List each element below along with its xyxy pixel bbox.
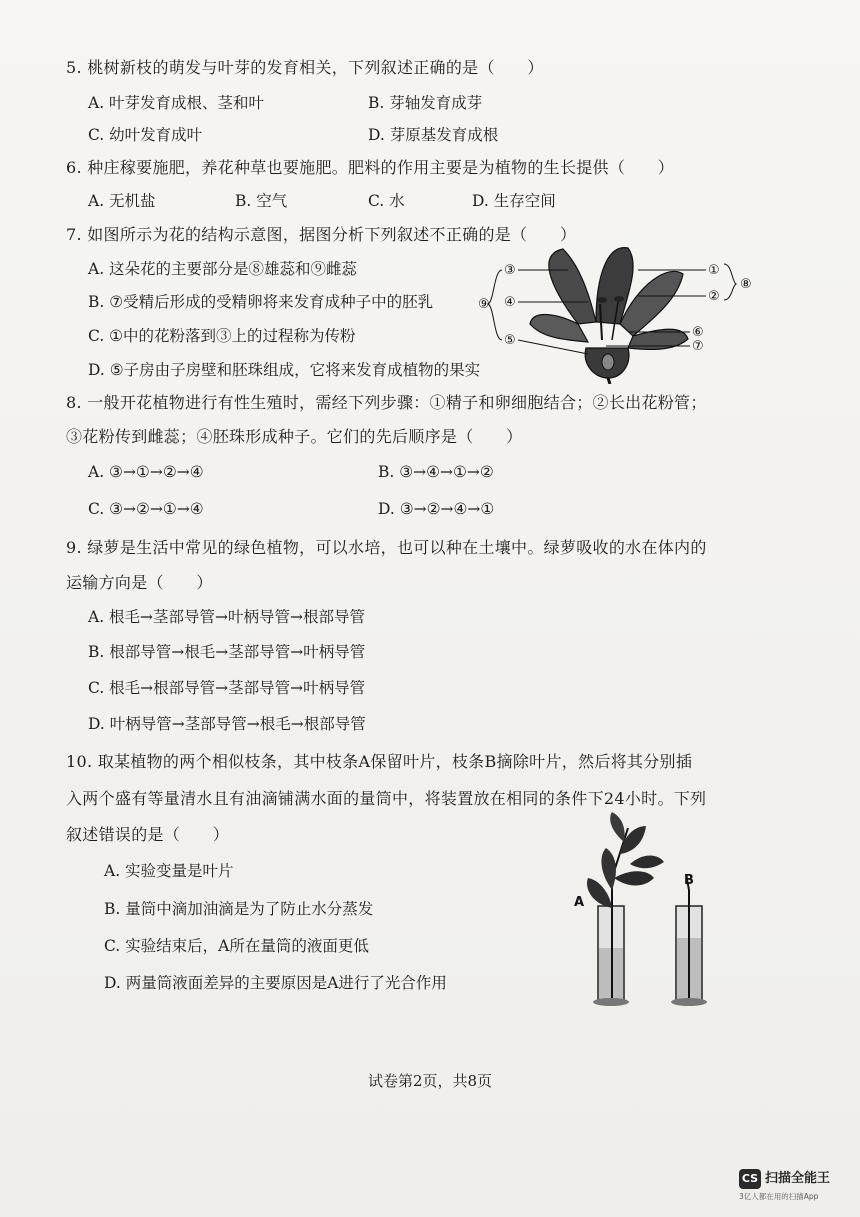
label-2: ②	[708, 289, 720, 304]
branch-cylinder-figure	[540, 808, 740, 1008]
label-6: ⑥	[692, 325, 704, 340]
q6-option-a: A. 无机盐	[88, 192, 156, 210]
q10-option-c: C. 实验结束后，A所在量筒的液面更低	[104, 937, 369, 955]
q6-option-d: D. 生存空间	[472, 192, 556, 210]
label-b: B	[684, 873, 694, 888]
q7-stem: 7. 如图所示为花的结构示意图，据图分析下列叙述不正确的是（ ）	[66, 225, 577, 244]
q10-option-b: B. 量筒中滴加油滴是为了防止水分蒸发	[104, 900, 374, 918]
q8-option-d: D. ③→②→④→①	[378, 500, 495, 518]
q8-stem-line2: ③花粉传到雌蕊；④胚珠形成种子。它们的先后顺序是（ ）	[66, 427, 523, 446]
flower-drawing	[530, 248, 688, 384]
q9-option-d: D. 叶柄导管→茎部导管→根毛→根部导管	[88, 715, 366, 733]
q8-option-b: B. ③→④→①→②	[378, 463, 494, 481]
page-footer: 试卷第2页，共8页	[367, 1072, 493, 1090]
scanner-watermark	[735, 1166, 845, 1206]
q10-option-d: D. 两量筒液面差异的主要原因是A进行了光合作用	[104, 974, 447, 992]
label-3: ③	[504, 263, 516, 278]
q10-stem-line2: 入两个盛有等量清水且有油滴铺满水面的量筒中，将装置放在相同的条件下24小时。下列	[66, 789, 707, 808]
q7-option-b: B. ⑦受精后形成的受精卵将来发育成种子中的胚乳	[88, 293, 434, 311]
q5-option-a: A. 叶芽发育成根、茎和叶	[88, 94, 265, 112]
q10-stem-line1: 10. 取某植物的两个相似枝条，其中枝条A保留叶片，枝条B摘除叶片，然后将其分别插	[66, 752, 693, 771]
q7-option-c: C. ①中的花粉落到③上的过程称为传粉	[88, 327, 356, 345]
q10-stem-line3: 叙述错误的是（ ）	[66, 825, 230, 844]
q9-stem-line1: 9. 绿萝是生活中常见的绿色植物，可以水培，也可以种在土壤中。绿萝吸收的水在体内的	[66, 538, 707, 557]
label-7: ⑦	[692, 339, 704, 354]
flower-structure-figure	[478, 244, 760, 384]
q9-option-a: A. 根毛→茎部导管→叶柄导管→根部导管	[88, 608, 366, 626]
label-5: ⑤	[504, 333, 516, 348]
q9-option-b: B. 根部导管→根毛→茎部导管→叶柄导管	[88, 643, 366, 661]
q5-option-b: B. 芽轴发育成芽	[368, 94, 483, 112]
watermark-tagline: 3亿人都在用的扫描App	[739, 1192, 819, 1201]
q9-stem-line2: 运输方向是（ ）	[66, 573, 213, 592]
watermark-name: 扫描全能王	[765, 1171, 831, 1186]
q6-option-c: C. 水	[368, 192, 405, 210]
q10-option-a: A. 实验变量是叶片	[104, 862, 234, 880]
label-1: ①	[708, 263, 720, 278]
q6-stem: 6. 种庄稼要施肥，养花种草也要施肥。肥料的作用主要是为植物的生长提供（ ）	[66, 158, 675, 177]
label-4: ④	[504, 295, 516, 310]
q7-option-d: D. ⑤子房由子房壁和胚珠组成，它将来发育成植物的果实	[88, 361, 481, 379]
q8-option-a: A. ③→①→②→④	[88, 463, 204, 481]
cs-logo-icon: CS	[739, 1169, 761, 1189]
q5-stem: 5. 桃树新枝的萌发与叶芽的发育相关，下列叙述正确的是（ ）	[66, 58, 544, 77]
q9-option-c: C. 根毛→根部导管→茎部导管→叶柄导管	[88, 679, 366, 697]
label-a: A	[574, 895, 585, 910]
q7-option-a: A. 这朵花的主要部分是⑧雄蕊和⑨雌蕊	[88, 260, 358, 278]
q6-option-b: B. 空气	[235, 192, 288, 210]
q8-stem-line1: 8. 一般开花植物进行有性生殖时，需经下列步骤：①精子和卵细胞结合；②长出花粉管；	[66, 393, 707, 412]
q5-option-d: D. 芽原基发育成根	[368, 126, 499, 144]
label-8: ⑧	[740, 277, 752, 292]
q5-option-c: C. 幼叶发育成叶	[88, 126, 203, 144]
q8-option-c: C. ③→②→①→④	[88, 500, 204, 518]
label-9: ⑨	[478, 297, 490, 312]
